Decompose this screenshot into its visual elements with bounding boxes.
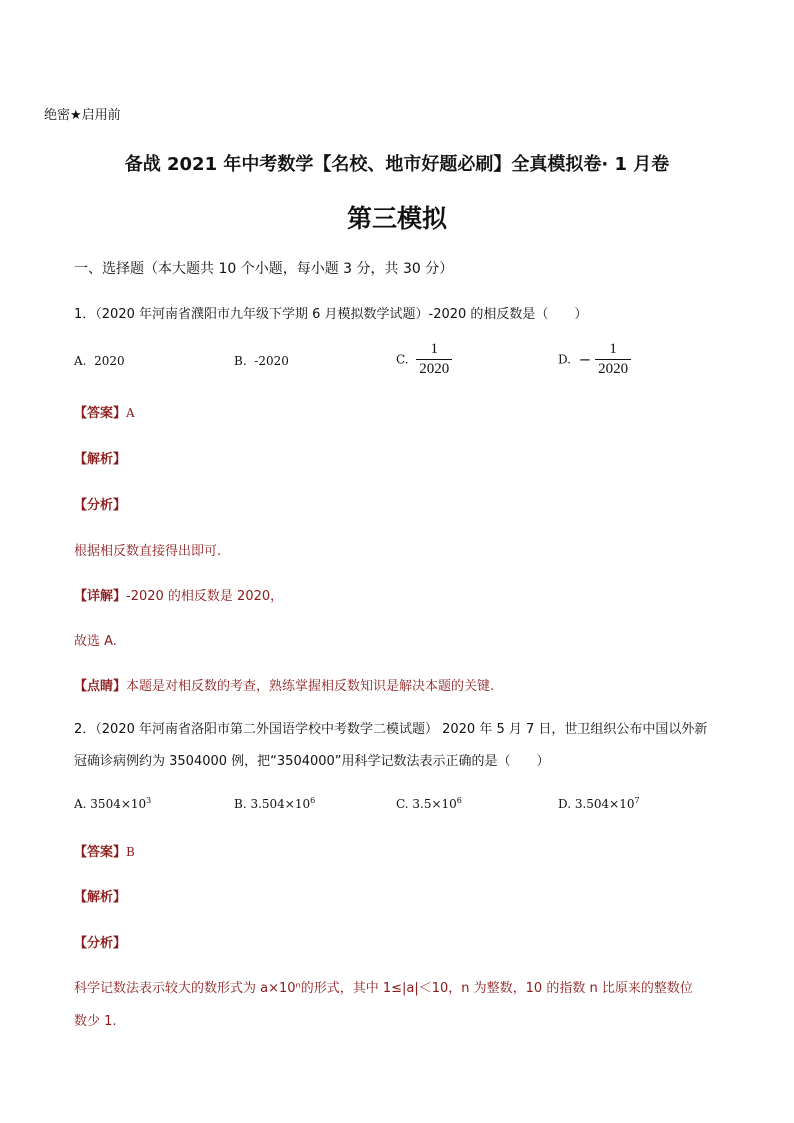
- q2-option-a-exponent: 3: [146, 796, 152, 805]
- q1-fenxi-label: 【分析】: [74, 498, 127, 513]
- confidential-mark: 绝密★启用前: [44, 108, 121, 123]
- q1-comment-text: 本题是对相反数的考查，熟练掌握相反数知识是解决本题的关键.: [126, 679, 495, 694]
- q2-answer-label: 【答案】: [74, 845, 127, 860]
- q2-fenxi-label: 【分析】: [74, 936, 127, 951]
- q1-option-a: [74, 354, 125, 368]
- q1-option-b-value: -2020: [254, 354, 289, 368]
- q2-option-b-text: B. 3.504×10: [234, 797, 311, 811]
- q1-option-d-numerator: 1: [595, 340, 631, 360]
- q1-answer: [74, 402, 135, 421]
- q2-answer: [74, 841, 135, 860]
- q2-option-c-text: C. 3.5×10: [396, 797, 457, 811]
- q1-option-d-fraction: [595, 340, 631, 379]
- q1-option-c-denominator: 2020: [419, 361, 450, 377]
- q1-answer-value: A: [126, 406, 135, 420]
- question-1-stem: 1．（2020 年河南省濮阳市九年级下学期 6 月模拟数学试题）-2020 的相反数是（ ）: [74, 307, 588, 322]
- q1-detail-text: -2020 的相反数是 2020，: [126, 589, 284, 604]
- q1-option-a-value: 2020: [94, 354, 125, 368]
- q1-detail-label: 【详解】: [74, 589, 127, 604]
- q1-fenxi-text: 根据相反数直接得出即可.: [74, 544, 222, 559]
- page-subtitle: 第三模拟: [346, 204, 447, 233]
- q2-option-d-exponent: 7: [634, 796, 640, 805]
- section-heading: 一、选择题（本大题共 10 个小题，每小题 3 分，共 30 分）: [74, 261, 454, 277]
- q1-option-c-numerator: 1: [416, 340, 452, 360]
- q1-comment-label: 【点睛】: [74, 679, 127, 694]
- q2-analysis-label: 【解析】: [74, 890, 127, 905]
- q1-option-d-letter: D.: [558, 352, 572, 367]
- q1-option-b-letter: B.: [234, 354, 247, 368]
- q2-fenxi-line1: 科学记数法表示较大的数形式为 a×10ⁿ的形式，其中 1≤|a|＜10，n 为整数，10 的指数 n 比原来的整数位: [74, 981, 693, 996]
- q1-detail: [74, 585, 283, 604]
- q1-answer-label: 【答案】: [74, 406, 127, 421]
- q1-comment: [74, 675, 494, 694]
- question-2-stem-line1: 2．（2020 年河南省洛阳市第二外国语学校中考数学二模试题） 2020 年 5 月 7 日，世卫组织公布中国以外新: [74, 722, 708, 737]
- q1-choose-text: 故选 A.: [74, 634, 117, 649]
- q2-option-c: [396, 796, 462, 811]
- q1-option-c-letter: C.: [396, 352, 409, 367]
- question-2-stem-line2: 冠确诊病例约为 3504000 例，把“3504000”用科学记数法表示正确的是（ ）: [74, 754, 550, 769]
- q2-answer-value: B: [126, 845, 135, 859]
- q2-option-d: [558, 796, 640, 811]
- q1-option-b: [234, 354, 289, 368]
- q1-option-c: [396, 340, 452, 379]
- q1-option-d: [558, 340, 631, 379]
- q1-option-d-sign: −: [578, 350, 592, 369]
- q1-analysis-label: 【解析】: [74, 452, 127, 467]
- page-title: 备战 2021 年中考数学【名校、地市好题必刷】全真模拟卷· 1 月卷: [124, 154, 670, 175]
- q2-option-b: [234, 796, 315, 811]
- q2-option-a: [74, 796, 151, 811]
- q2-option-b-exponent: 6: [310, 796, 316, 805]
- q2-option-c-exponent: 6: [456, 796, 462, 805]
- q2-option-d-text: D. 3.504×10: [558, 797, 635, 811]
- q1-option-a-letter: A.: [74, 354, 87, 368]
- q1-option-d-denominator: 2020: [598, 361, 629, 377]
- q2-fenxi-line2: 数少 1.: [74, 1014, 117, 1029]
- q1-option-c-fraction: [416, 340, 452, 379]
- q2-option-a-text: A. 3504×10: [74, 797, 147, 811]
